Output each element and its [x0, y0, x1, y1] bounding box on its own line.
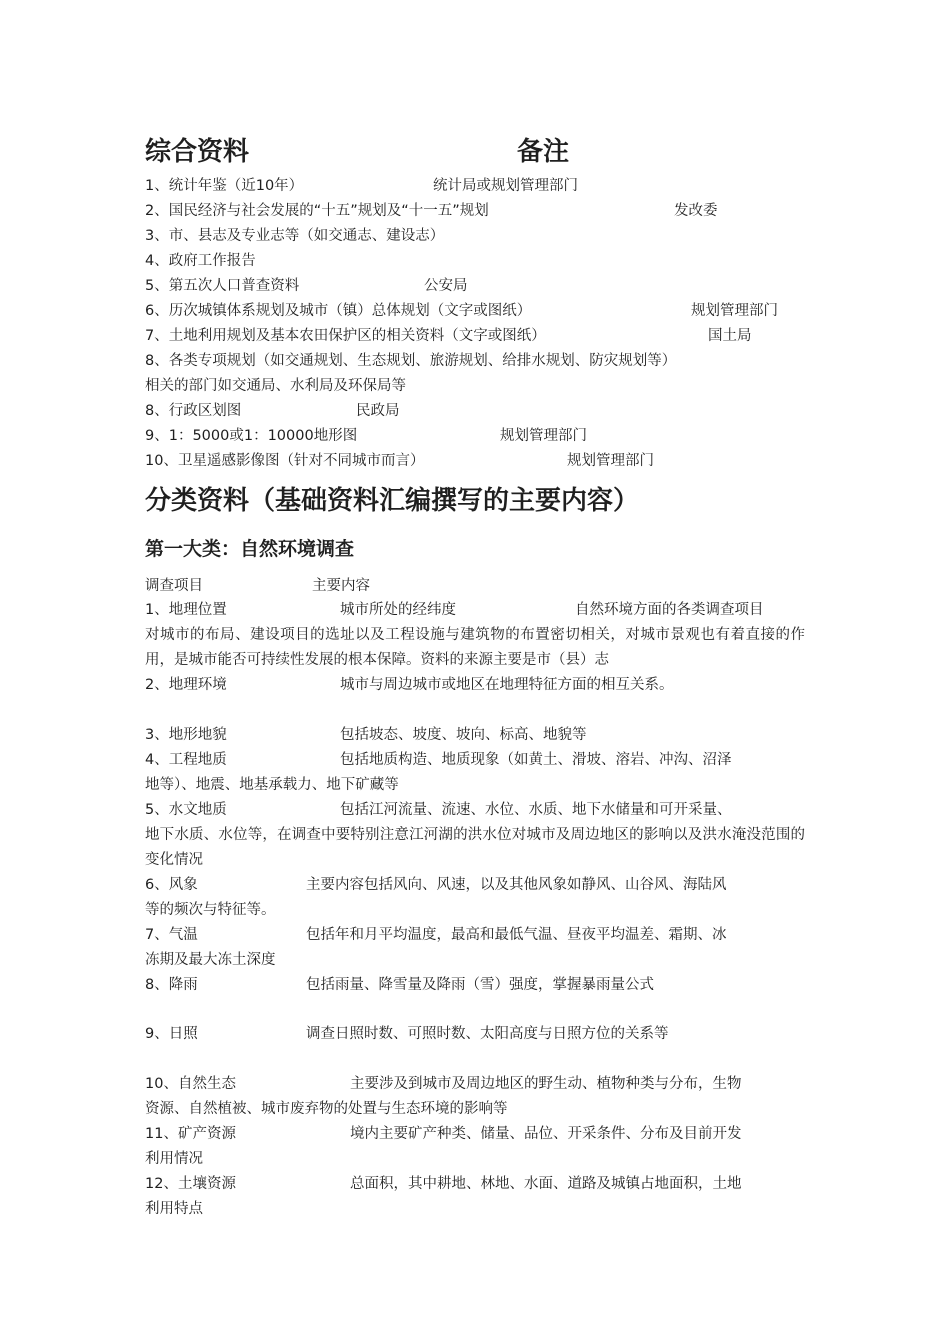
survey-item-content: 包括坡态、坡度、坡向、标高、地貌等	[340, 727, 587, 743]
item-dept: 统计局或规划管理部门	[433, 178, 578, 194]
survey-item-content: 主要内容包括风向、风速，以及其他风象如静风、山谷风、海陆风	[306, 877, 727, 893]
item-text: 6、历次城镇体系规划及城市（镇）总体规划（文字或图纸）	[145, 303, 532, 319]
section-title-text: 综合资料	[145, 137, 250, 167]
survey-item-continuation: 地下水质、水位等，在调查中要特别注意江河湖的洪水位对城市及周边地区的影响以及洪水淹没范围的变化情况	[145, 827, 805, 868]
list-item	[145, 299, 805, 324]
survey-item-name: 6、风象	[145, 877, 198, 893]
survey-item-name: 4、工程地质	[145, 752, 227, 768]
survey-item-name: 10、自然生态	[145, 1076, 236, 1092]
item-text: 10、卫星遥感影像图（针对不同城市而言）	[145, 453, 425, 469]
survey-item-name: 3、地形地貌	[145, 727, 227, 743]
item-dept: 国土局	[708, 328, 752, 344]
survey-item-name: 8、降雨	[145, 977, 198, 993]
item-dept: 民政局	[356, 403, 400, 419]
survey-item-note: 自然环境方面的各类调查项目	[575, 602, 764, 618]
subsection-title: 第一大类：自然环境调查	[145, 538, 355, 560]
column-header-item: 调查项目	[145, 578, 203, 594]
survey-item-content: 包括年和月平均温度，最高和最低气温、昼夜平均温差、霜期、冰	[306, 927, 727, 943]
survey-item-content: 包括地质构造、地质现象（如黄土、滑坡、溶岩、冲沟、沼泽	[340, 752, 732, 768]
section-title-comprehensive	[145, 134, 805, 170]
survey-row	[145, 598, 805, 623]
item-dept: 规划管理部门	[567, 453, 654, 469]
item-text: 8、行政区划图	[145, 403, 242, 419]
item-text: 相关的部门如交通局、水利局及环保局等	[145, 378, 406, 394]
list-item	[145, 199, 805, 224]
survey-item-content: 包括雨量、降雪量及降雨（雪）强度，掌握暴雨量公式	[306, 977, 654, 993]
survey-row	[145, 723, 805, 748]
survey-item-content: 主要涉及到城市及周边地区的野生动、植物种类与分布，生物	[350, 1076, 742, 1092]
survey-row	[145, 923, 805, 948]
survey-item-content: 包括江河流量、流速、水位、水质、地下水储量和可开采量、	[340, 802, 732, 818]
item-text: 7、土地利用规划及基本农田保护区的相关资料（文字或图纸）	[145, 328, 546, 344]
survey-item-content: 总面积，其中耕地、林地、水面、道路及城镇占地面积，土地	[350, 1176, 742, 1192]
survey-row	[145, 673, 805, 698]
list-item	[145, 249, 805, 274]
survey-item-name: 1、地理位置	[145, 602, 227, 618]
list-item	[145, 374, 805, 399]
note-column-header: 备注	[517, 137, 570, 167]
survey-item-name: 9、日照	[145, 1026, 198, 1042]
survey-item-content: 城市与周边城市或地区在地理特征方面的相互关系。	[340, 677, 674, 693]
item-text: 1、统计年鉴（近10年）	[145, 178, 304, 194]
list-item	[145, 274, 805, 299]
section-title-classified: 分类资料（基础资料汇编撰写的主要内容）	[145, 486, 640, 516]
list-item	[145, 449, 805, 474]
list-item	[145, 424, 805, 449]
item-text: 3、市、县志及专业志等（如交通志、建设志）	[145, 228, 445, 244]
list-item	[145, 399, 805, 424]
survey-row	[145, 1022, 805, 1047]
item-text: 8、各类专项规划（如交通规划、生态规划、旅游规划、给排水规划、防灾规划等）	[145, 353, 677, 369]
survey-item-continuation: 资源、自然植被、城市废弃物的处置与生态环境的影响等	[145, 1101, 508, 1117]
item-text: 5、第五次人口普查资料	[145, 278, 300, 294]
survey-item-continuation: 利用情况	[145, 1151, 203, 1167]
survey-row	[145, 748, 805, 773]
survey-item-name: 5、水文地质	[145, 802, 227, 818]
item-text: 2、国民经济与社会发展的“十五”规划及“十一五”规划	[145, 203, 489, 219]
item-text: 4、政府工作报告	[145, 253, 256, 269]
survey-row	[145, 798, 805, 823]
survey-item-name: 11、矿产资源	[145, 1126, 236, 1142]
list-item	[145, 174, 805, 199]
item-dept: 公安局	[424, 278, 468, 294]
survey-item-content: 调查日照时数、可照时数、太阳高度与日照方位的关系等	[306, 1026, 669, 1042]
survey-row	[145, 1072, 805, 1097]
survey-row	[145, 1122, 805, 1147]
list-item	[145, 349, 805, 374]
survey-item-name: 7、气温	[145, 927, 198, 943]
list-item	[145, 324, 805, 349]
survey-row	[145, 1172, 805, 1197]
item-dept: 规划管理部门	[500, 428, 587, 444]
survey-item-name: 12、土壤资源	[145, 1176, 236, 1192]
survey-item-content: 境内主要矿产种类、储量、品位、开采条件、分布及目前开发	[350, 1126, 742, 1142]
survey-row	[145, 873, 805, 898]
item-dept: 发改委	[674, 203, 718, 219]
survey-item-content: 城市所处的经纬度	[340, 602, 456, 618]
survey-item-continuation: 利用特点	[145, 1201, 203, 1217]
list-item	[145, 224, 805, 249]
survey-item-continuation: 冻期及最大冻土深度	[145, 952, 276, 968]
column-headers	[145, 574, 805, 599]
survey-row	[145, 973, 805, 998]
column-header-content: 主要内容	[312, 578, 370, 594]
survey-item-continuation: 等的频次与特征等。	[145, 902, 276, 918]
survey-item-continuation: 对城市的布局、建设项目的选址以及工程设施与建筑物的布置密切相关，对城市景观也有着直接的作用，是城市能否可持续性发展的根本保障。资料的来源主要是市（县）志	[145, 627, 805, 668]
survey-item-continuation: 地等）、地震、地基承载力、地下矿藏等	[145, 777, 399, 793]
item-text: 9、1：5000或1：10000地形图	[145, 428, 358, 444]
item-dept: 规划管理部门	[691, 303, 778, 319]
survey-item-name: 2、地理环境	[145, 677, 227, 693]
